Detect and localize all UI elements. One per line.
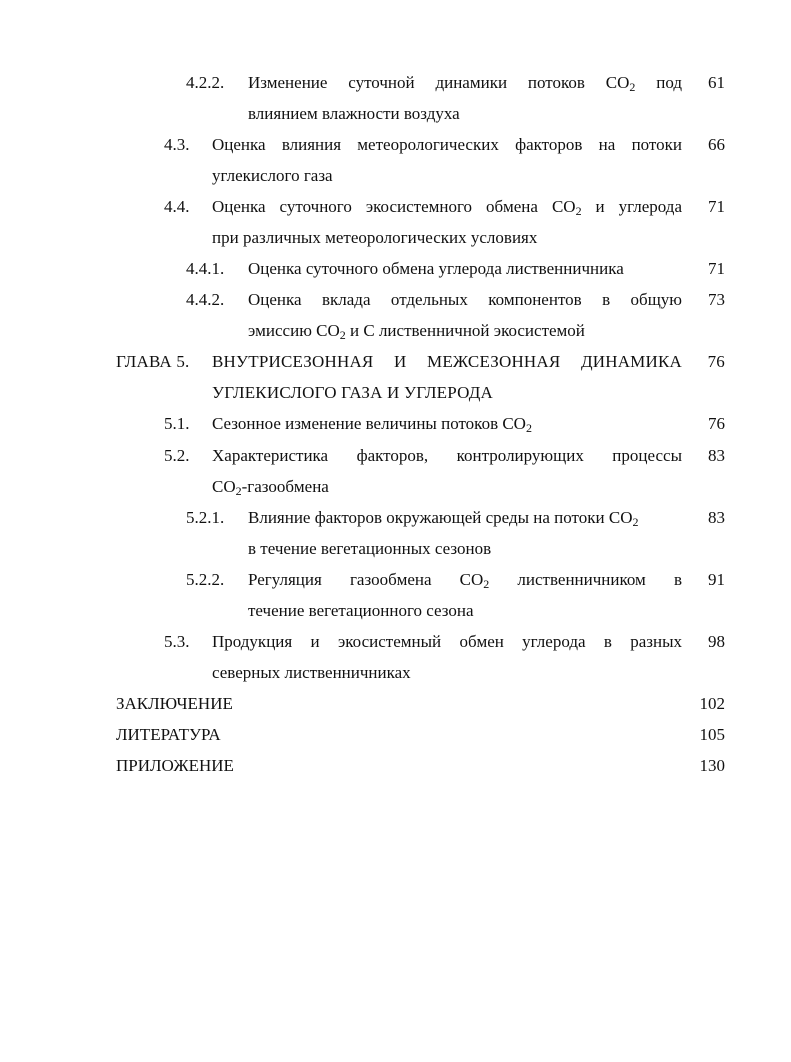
toc-entry-title-line2: течение вегетационного сезона [248,601,474,620]
toc-entry-number: 5.3. [164,632,190,651]
toc-entry-4-4-2 [0,284,791,348]
toc-entry-chapter-5 [0,346,791,410]
toc-entry-title-line2: при различных метеорологических условиях [212,228,538,247]
toc-entry-title-line2: углекислого газа [212,166,333,185]
toc-entry-page: 83 [708,508,725,527]
toc-entry-title-line1: Характеристика факторов, контролирующих процессы [212,446,682,465]
toc-entry-4-3 [0,129,791,193]
toc-entry-number: 5.2.2. [186,570,225,589]
toc-entry-title-line1: Оценка суточного обмена углерода лиственничника [248,259,624,278]
toc-entry-title-line2: в течение вегетационных сезонов [248,539,492,558]
toc-entry-page: 130 [699,756,725,775]
toc-entry-title-line2: влиянием влажности воздуха [248,104,460,123]
toc-entry-5-3 [0,626,791,690]
toc-entry-title-line2: $CO_2$-газообмена [212,477,329,498]
toc-entry-number: 5.2.1. [186,508,225,527]
toc-entry-5-1 [0,408,791,440]
toc-entry-title-line1: ЛИТЕРАТУРА [116,725,221,744]
toc-entry-title-line1: ЗАКЛЮЧЕНИЕ [116,694,233,713]
toc-entry-page: 102 [699,694,725,713]
toc-entry-page: 76 [708,414,725,433]
toc-entry-5-2 [0,440,791,504]
toc-entry-number: 5.1. [164,414,190,433]
toc-entry-page: 98 [708,632,725,651]
toc-entry-title-line1: Оценка суточного экосистемного обмена $CO_2$ и углерода [212,197,682,218]
toc-entry-number: 4.4. [164,197,190,216]
toc-entry-number: 4.2.2. [186,73,225,92]
toc-entry-title-line1: Продукция и экосистемный обмен углерода в разных [212,632,682,651]
toc-entry-page: 66 [708,135,725,154]
toc-entry-page: 73 [708,290,725,309]
toc-entry-title-line2: северных лиственничниках [212,663,411,682]
toc-entry-number: 4.4.2. [186,290,225,309]
toc-entry-title-line2: эмиссию $CO_2$ и С лиственничной экосистемой [248,321,585,342]
toc-entry-page: 83 [708,446,725,465]
toc-entry-number: 4.3. [164,135,190,154]
toc-entry-number: 4.4.1. [186,259,225,278]
toc-entry-conclusion [0,688,791,720]
toc-entry-page: 71 [708,197,725,216]
toc-entry-number: 5.2. [164,446,190,465]
toc-entry-4-4 [0,191,791,255]
toc-entry-title-line1: Регуляция газообмена $CO_2$ лиственничником в [248,570,682,591]
toc-entry-title-line1: Влияние факторов окружающей среды на потоки $CO_2$ [248,508,639,529]
toc-entry-page: 91 [708,570,725,589]
toc-entry-page: 105 [699,725,725,744]
toc-entry-title-line2: УГЛЕКИСЛОГО ГАЗА И УГЛЕРОДА [212,383,494,402]
toc-entry-title-line1: Изменение суточной динамики потоков $CO_2$ под [248,73,682,94]
toc-entry-number: ГЛАВА 5. [116,352,190,371]
toc-entry-title-line1: ПРИЛОЖЕНИЕ [116,756,234,775]
toc-entry-title-line1: Оценка вклада отдельных компонентов в общую [248,290,682,309]
toc-entry-title-line1: Оценка влияния метеорологических факторов на потоки [212,135,682,154]
toc-entry-title-line1: ВНУТРИСЕЗОННАЯ И МЕЖСЕЗОННАЯ ДИНАМИКА [212,352,682,371]
toc-entry-5-2-1 [0,502,791,566]
toc-entry-literature [0,719,791,751]
toc-entry-page: 71 [708,259,725,278]
toc-entry-5-2-2 [0,564,791,628]
toc-entry-page: 76 [707,352,725,371]
toc-entry-title-line1: Сезонное изменение величины потоков $CO_2$ [212,414,532,435]
toc-entry-4-4-1 [0,253,791,285]
toc-entry-appendix [0,750,791,782]
toc-entry-page: 61 [708,73,725,92]
toc-entry-4-2-2 [0,67,791,131]
